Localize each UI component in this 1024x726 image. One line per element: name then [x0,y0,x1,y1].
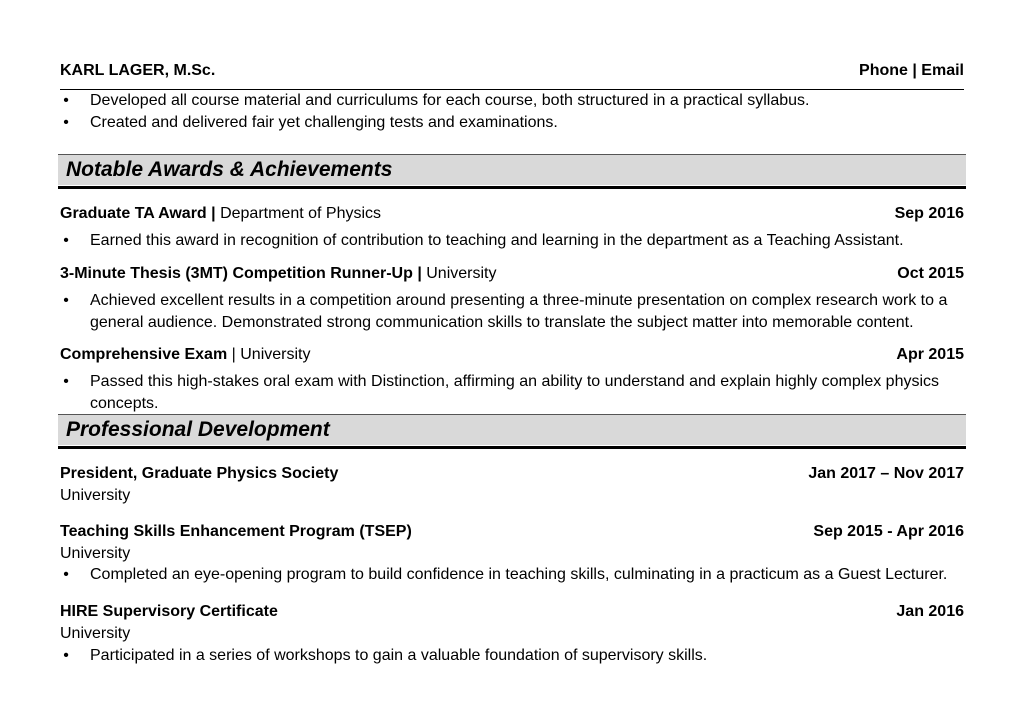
section-header-awards [58,154,966,189]
award-org: Department of Physics [220,205,382,222]
award-date: Apr 2015 [896,346,964,363]
award-bullets [60,371,964,415]
development-org: University [60,545,131,562]
award-name: Graduate TA Award [60,205,207,222]
separator: | [227,346,241,363]
development-entry [60,463,964,485]
bullet-text: Completed an eye-opening program to build confidence in teaching skills, culminating in a practicum as a Guest Lecturer. [90,566,948,583]
section-divider [58,445,966,446]
bullet-icon: • [63,232,69,249]
development-entry [60,601,964,623]
award-entry [60,263,964,285]
bullet-text: Earned this award in recognition of contribution to teaching and learning in the department as a Teaching Assistant. [90,232,904,249]
separator: | [206,205,221,222]
development-org: University [60,487,131,504]
award-entry [60,203,964,225]
section-divider [58,185,966,186]
bullet-icon: • [63,566,69,583]
development-date: Jan 2017 – Nov 2017 [808,465,964,482]
award-date: Sep 2016 [894,205,964,222]
development-org: University [60,625,131,642]
bullet-text: Created and delivered fair yet challenging tests and examinations. [90,114,558,131]
development-name: President, Graduate Physics Society [60,465,339,482]
bullet-icon: • [63,292,69,309]
list-item [60,371,964,415]
award-bullets [60,230,964,252]
award-org: University [240,346,311,363]
development-date: Jan 2016 [896,603,964,620]
section-header-development [58,414,966,449]
development-bullets [60,645,964,667]
list-item [60,112,964,134]
bullet-text: Participated in a series of workshops to gain a valuable foundation of supervisory skills. [90,647,708,664]
bullet-icon: • [63,373,69,390]
bullet-text: Developed all course material and curriculums for each course, both structured in a practical syllabus. [90,92,810,109]
development-name: Teaching Skills Enhancement Program (TSEP) [60,523,412,540]
separator: | [412,265,427,282]
bullet-icon: • [63,92,69,109]
resume-header [60,60,964,90]
list-item [60,645,964,667]
award-org: University [426,265,497,282]
bullet-icon: • [63,114,69,131]
section-title: Professional Development [66,418,330,441]
award-bullets [60,290,964,334]
section-title: Notable Awards & Achievements [66,158,393,181]
award-name: 3-Minute Thesis (3MT) Competition Runner-Up [60,265,413,282]
development-entry [60,521,964,543]
development-bullets [60,564,964,586]
award-name: Comprehensive Exam [60,346,228,363]
bullet-icon: • [63,647,69,664]
award-date: Oct 2015 [897,265,964,282]
contact-info: Phone | Email [859,62,964,79]
experience-bullets [60,90,964,134]
list-item [60,230,964,252]
development-date: Sep 2015 - Apr 2016 [813,523,964,540]
bullet-text: Achieved excellent results in a competition around presenting a three-minute presentation on complex research work to a general audience. Demonstrated strong communication skills to translate the subject matter into memorable content. [90,292,948,331]
list-item [60,290,964,334]
award-entry [60,344,964,366]
development-name: HIRE Supervisory Certificate [60,603,278,620]
bullet-text: Passed this high-stakes oral exam with Distinction, affirming an ability to understand and explain highly complex physics concepts. [90,373,940,412]
list-item [60,564,964,586]
candidate-name: KARL LAGER, M.Sc. [60,62,216,79]
list-item [60,90,964,112]
